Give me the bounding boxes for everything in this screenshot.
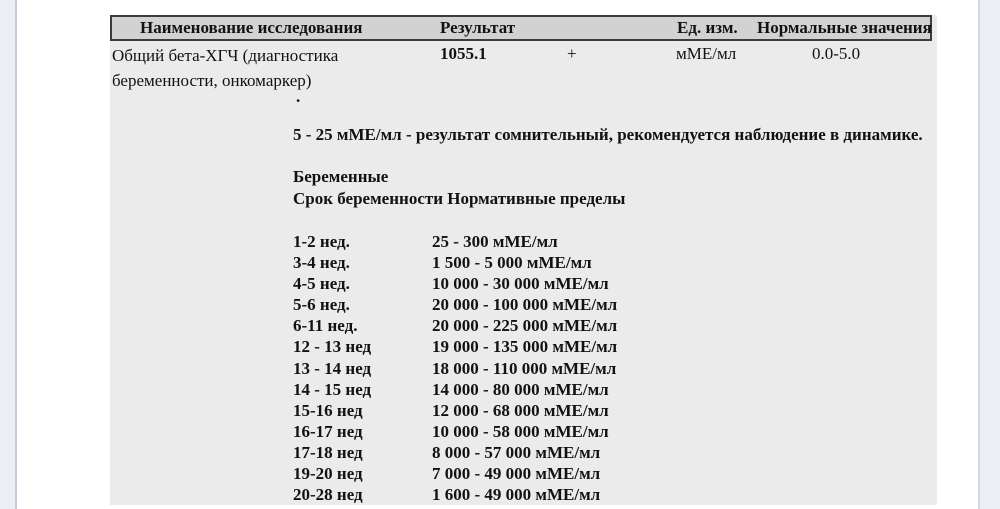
range-value: 25 - 300 мМЕ/мл xyxy=(432,232,558,251)
range-term: 20-28 нед xyxy=(293,485,363,505)
range-value: 8 000 - 57 000 мМЕ/мл xyxy=(432,442,601,462)
range-row xyxy=(293,294,617,315)
range-row xyxy=(293,484,617,505)
range-term: 15-16 нед xyxy=(293,400,363,420)
header-result: Результат xyxy=(440,18,516,37)
range-row xyxy=(293,421,617,442)
result-flag: + xyxy=(567,44,577,63)
range-term: 1-2 нед. xyxy=(293,232,350,251)
range-value: 20 000 - 100 000 мМЕ/мл xyxy=(432,295,618,315)
range-value: 12 000 - 68 000 мМЕ/мл xyxy=(432,400,609,420)
pregnant-heading: Беременные xyxy=(293,167,389,186)
range-row xyxy=(293,379,617,400)
result-normal-range: 0.0-5.0 xyxy=(812,44,861,63)
right-page-edge xyxy=(978,0,1000,509)
range-term: 3-4 нед. xyxy=(293,253,350,273)
reference-ranges-list xyxy=(293,231,617,505)
range-row xyxy=(293,442,617,463)
header-unit: Ед. изм. xyxy=(677,18,738,37)
range-term: 6-11 нед. xyxy=(293,316,358,336)
left-page-edge xyxy=(0,0,17,509)
range-term: 16-17 нед xyxy=(293,421,363,441)
range-value: 1 500 - 5 000 мМЕ/мл xyxy=(432,253,592,273)
interpretation-note: 5 - 25 мМЕ/мл - результат сомнительный, рекомендуется наблюдение в динамике. xyxy=(293,125,923,144)
range-columns-heading: Срок беременности Нормативные пределы xyxy=(293,189,626,208)
range-row xyxy=(293,315,617,336)
range-row xyxy=(293,231,617,252)
test-name: Общий бета-ХГЧ (диагностика беременности, онкомаркер) xyxy=(112,46,339,90)
results-table-header xyxy=(110,15,932,41)
range-row xyxy=(293,252,617,273)
result-unit: мМЕ/мл xyxy=(676,44,737,63)
range-row xyxy=(293,400,617,421)
lab-report-document xyxy=(110,15,937,505)
range-value: 7 000 - 49 000 мМЕ/мл xyxy=(432,464,601,484)
range-term: 19-20 нед xyxy=(293,464,363,484)
range-value: 20 000 - 225 000 мМЕ/мл xyxy=(432,316,618,336)
range-term: 14 - 15 нед xyxy=(293,379,372,399)
range-row xyxy=(293,463,617,484)
range-term: 13 - 14 нед xyxy=(293,358,372,378)
range-term: 5-6 нед. xyxy=(293,295,350,315)
range-value: 14 000 - 80 000 мМЕ/мл xyxy=(432,379,609,399)
range-value: 19 000 - 135 000 мМЕ/мл xyxy=(432,337,618,357)
stray-dot: . xyxy=(296,87,301,106)
range-row xyxy=(293,273,617,294)
range-row xyxy=(293,336,617,357)
range-term: 4-5 нед. xyxy=(293,274,350,294)
range-term: 17-18 нед xyxy=(293,442,363,462)
range-value: 10 000 - 58 000 мМЕ/мл xyxy=(432,421,609,441)
result-value: 1055.1 xyxy=(440,44,487,63)
header-normal-values: Нормальные значения xyxy=(757,18,932,37)
range-value: 1 600 - 49 000 мМЕ/мл xyxy=(432,485,601,505)
range-term: 12 - 13 нед xyxy=(293,337,372,357)
header-test-name: Наименование исследования xyxy=(140,18,363,37)
range-value: 18 000 - 110 000 мМЕ/мл xyxy=(432,358,617,378)
range-row xyxy=(293,358,617,379)
range-value: 10 000 - 30 000 мМЕ/мл xyxy=(432,274,609,294)
